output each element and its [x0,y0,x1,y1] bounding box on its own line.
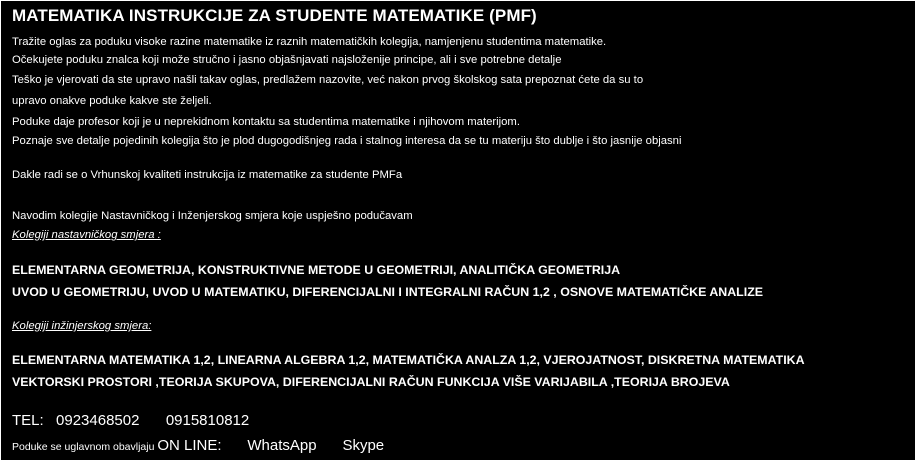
ad-panel [1,1,915,460]
intro-line-4: upravo onakve poduke kakve ste željeli. [12,95,212,107]
ad-title: MATEMATIKA INSTRUKCIJE ZA STUDENTE MATEMATIKE (PMF) [12,6,537,25]
teaching-track-heading: Kolegiji nastavničkog smjera : [12,229,161,241]
engineering-courses-line-1: ELEMENTARNA MATEMATIKA 1,2, LINEARNA ALGEBRA 1,2, MATEMATIČKA ANALZA 1,2, VJEROJATNOST, DISKRETNA MATEMATIKA [12,353,805,367]
intro-line-2: Očekujete poduku znalca koji može stručno i jasno objašnjavati najsloženije principe, ali i sve potrebne detalje [12,54,562,66]
teaching-courses-line-1: ELEMENTARNA GEOMETRIJA, KONSTRUKTIVNE METODE U GEOMETRIJI, ANALITIČKA GEOMETRIJA [12,263,621,277]
tel-label: TEL: [12,412,44,429]
phone-number-2[interactable]: 0915810812 [165,412,250,429]
online-prefix: Poduke se uglavnom obavljaju [12,441,155,453]
online-line [12,437,384,454]
engineering-track-heading: Kolegiji inžinjerskog smjera: [12,320,152,332]
intro-line-5: Poduke daje profesor koji je u neprekidnom kontaktu sa studentima matematike i njihovom materijom. [12,116,520,128]
online-label: ON LINE: [157,437,222,454]
teaching-courses-line-2: UVOD U GEOMETRIJU, UVOD U MATEMATIKU, DIFERENCIJALNI I INTEGRALNI RAČUN 1,2 , OSNOVE MATEMATIČKE ANALIZE [12,285,764,299]
whatsapp-label: WhatsApp [247,437,317,454]
intro-line-6: Poznaje sve detalje pojedinih kolegija što je plod dugogodišnjeg rada i stalnog interesa da se tu materiju što dublje i što jasnije objasni [12,135,682,147]
phone-number-1[interactable]: 0923468502 [56,412,140,429]
intro-line-3: Teško je vjerovati da ste upravo našli takav oglas, predlažem nazovite, već nakon prvog školskog sata prepoznat ćete da su to [12,74,644,86]
phone-line [12,412,249,429]
engineering-courses-line-2: VEKTORSKI PROSTORI ,TEORIJA SKUPOVA, DIFERENCIJALNI RAČUN FUNKCIJA VIŠE VARIJABILA ,TEORIJA BROJEVA [12,375,730,389]
quality-line: Dakle radi se o Vrhunskoj kvaliteti instrukcija iz matematike za studente PMFa [12,169,403,181]
courses-intro: Navodim kolegije Nastavničkog i Inženjerskog smjera koje uspješno podučavam [12,210,413,222]
intro-line-1: Tražite oglas za poduku visoke razine matematike iz raznih matematičkih kolegija, namjenjenu studentima matematike. [12,36,607,48]
skype-label: Skype [342,437,385,454]
